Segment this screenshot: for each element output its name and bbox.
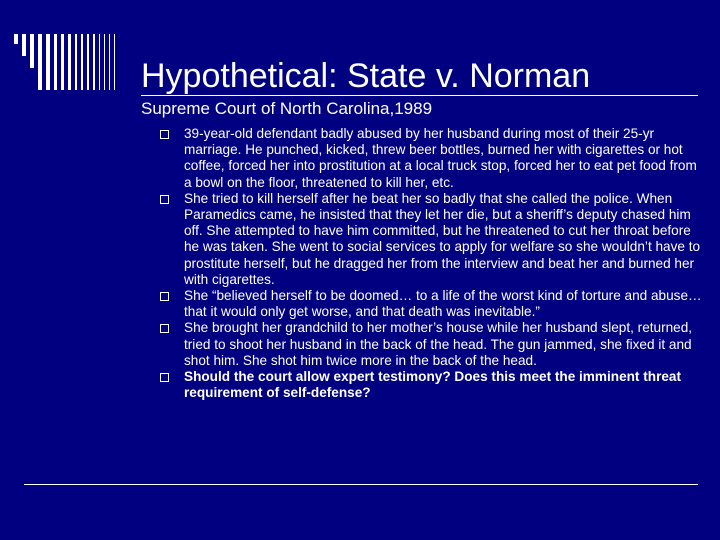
bullet-list <box>160 126 702 401</box>
hollow-square-icon <box>160 292 169 301</box>
bottom-rule <box>24 484 698 485</box>
slide-title: Hypothetical: State v. Norman <box>141 57 591 95</box>
hollow-square-icon <box>160 324 169 333</box>
bullet-item <box>160 288 702 320</box>
slide-subtitle: Supreme Court of North Carolina,1989 <box>141 99 433 118</box>
hollow-square-icon <box>160 373 169 382</box>
bullet-item-question <box>160 369 702 401</box>
bullet-text: Should the court allow expert testimony? Does this meet the imminent threat requirement of self-defense? <box>184 369 682 401</box>
bullet-item <box>160 126 702 191</box>
bullet-text: She “believed herself to be doomed… to a life of the worst kind of torture and abuse… that it would only get worse, and that death was inevitable.” <box>184 288 702 320</box>
bullet-item <box>160 320 702 369</box>
bullet-text: 39-year-old defendant badly abused by her husband during most of their 25-yr marriage. He punched, kicked, threw beer bottles, burned her with cigarettes or hot coffee, forced her into prostitution at a local truck stop, forced her to eat pet food from a bowl on the floor, threatened to kill her, etc. <box>184 126 697 190</box>
decorative-vertical-bars <box>14 34 124 90</box>
hollow-square-icon <box>160 195 169 204</box>
hollow-square-icon <box>160 130 169 139</box>
bullet-item <box>160 191 702 288</box>
bullet-text: She brought her grandchild to her mother’s house while her husband slept, returned, tried to shoot her husband in the back of the head. The gun jammed, she fixed it and shot him. She shot him twice more in the back of the head. <box>184 320 693 368</box>
bullet-text: She tried to kill herself after he beat her so badly that she called the police. When Paramedics came, he insisted that they let her die, but a sheriff’s deputy chased him off. She attempted to have him committed, but he threatened to cut her throat before he was taken. She went to social services to apply for welfare so she wouldn’t have to prostitute herself, but he dragged her from the interview and beat her and burned her with cigarettes. <box>184 190 701 287</box>
